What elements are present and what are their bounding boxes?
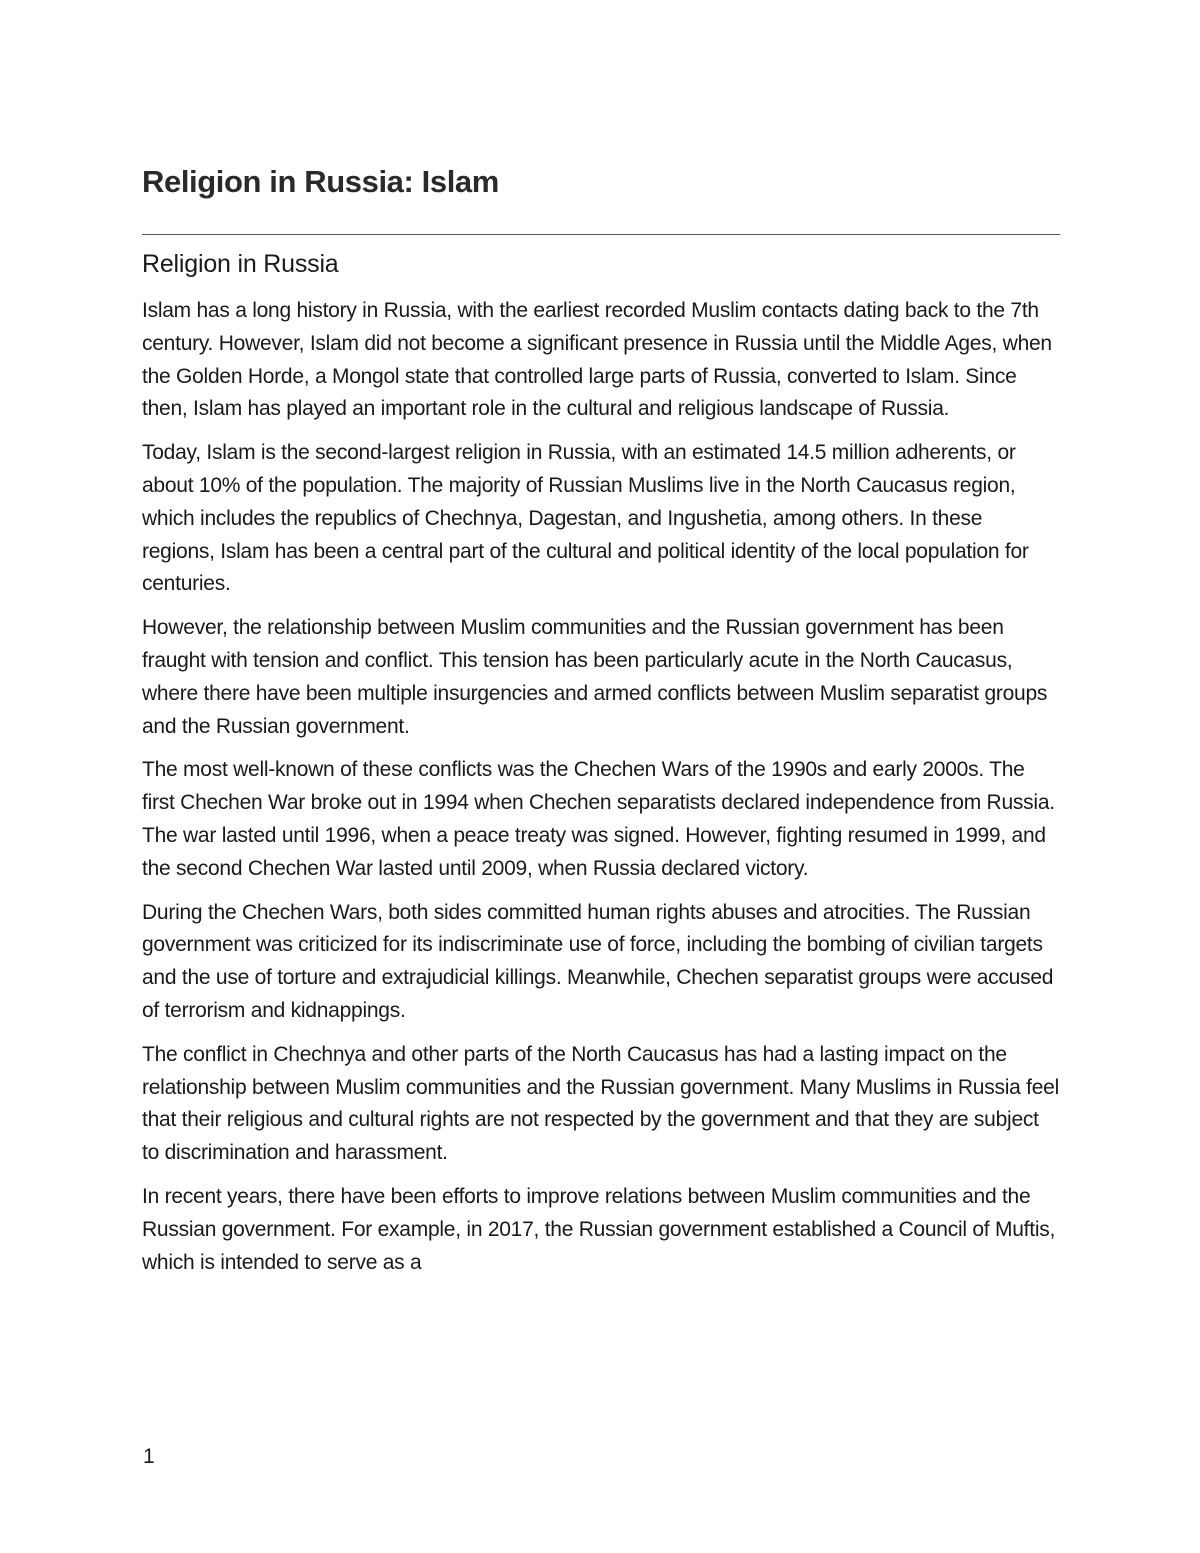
page-content (142, 160, 1060, 1279)
body-paragraph: The most well-known of these conflicts was the Chechen Wars of the 1990s and early 2000s. The first Chechen War broke out in 1994 when Chechen separatists declared independence from Russia. The war lasted until 1996, when a peace treaty was signed. However, fighting resumed in 1999, and the second Chechen War lasted until 2009, when Russia declared victory. (142, 758, 1055, 880)
body-paragraph: Islam has a long history in Russia, with the earliest recorded Muslim contacts dating back to the 7th century. However, Islam did not become a significant presence in Russia until the Middle Ages, when the Golden Horde, a Mongol state that controlled large parts of Russia, converted to Islam. Since then, Islam has played an important role in the cultural and religious landscape of Russia. (142, 299, 1052, 421)
section-heading: Religion in Russia (142, 250, 339, 278)
body-paragraph: In recent years, there have been efforts to improve relations between Muslim communities and the Russian government. For example, in 2017, the Russian government established a Council of Muftis, which is intended to serve as a (142, 1184, 1056, 1274)
body-paragraph: During the Chechen Wars, both sides committed human rights abuses and atrocities. The Russian government was criticized for its indiscriminate use of force, including the bombing of civilian targets and the use of torture and extrajudicial killings. Meanwhile, Chechen separatist groups were accused of terrorism and kidnappings. (142, 900, 1054, 1022)
body-paragraph: Today, Islam is the second-largest religion in Russia, with an estimated 14.5 million adherents, or about 10% of the population. The majority of Russian Muslims live in the North Caucasus region, which includes the republics of Chechnya, Dagestan, and Ingushetia, among others. In these regions, Islam has been a central part of the cultural and political identity of the local population for centuries. (142, 441, 1029, 596)
title-divider (142, 234, 1060, 235)
document-title: Religion in Russia: Islam (142, 164, 499, 199)
page-number: 1 (143, 1445, 155, 1468)
body-paragraph: The conflict in Chechnya and other parts of the North Caucasus has had a lasting impact on the relationship between Muslim communities and the Russian government. Many Muslims in Russia feel that their religious and cultural rights are not respected by the government and that they are subject to discrimination and harassment. (142, 1042, 1059, 1165)
body-paragraph: However, the relationship between Muslim communities and the Russian government has been fraught with tension and conflict. This tension has been particularly acute in the North Caucasus, where there have been multiple insurgencies and armed conflicts between Muslim separatist groups and the Russian government. (142, 616, 1048, 738)
